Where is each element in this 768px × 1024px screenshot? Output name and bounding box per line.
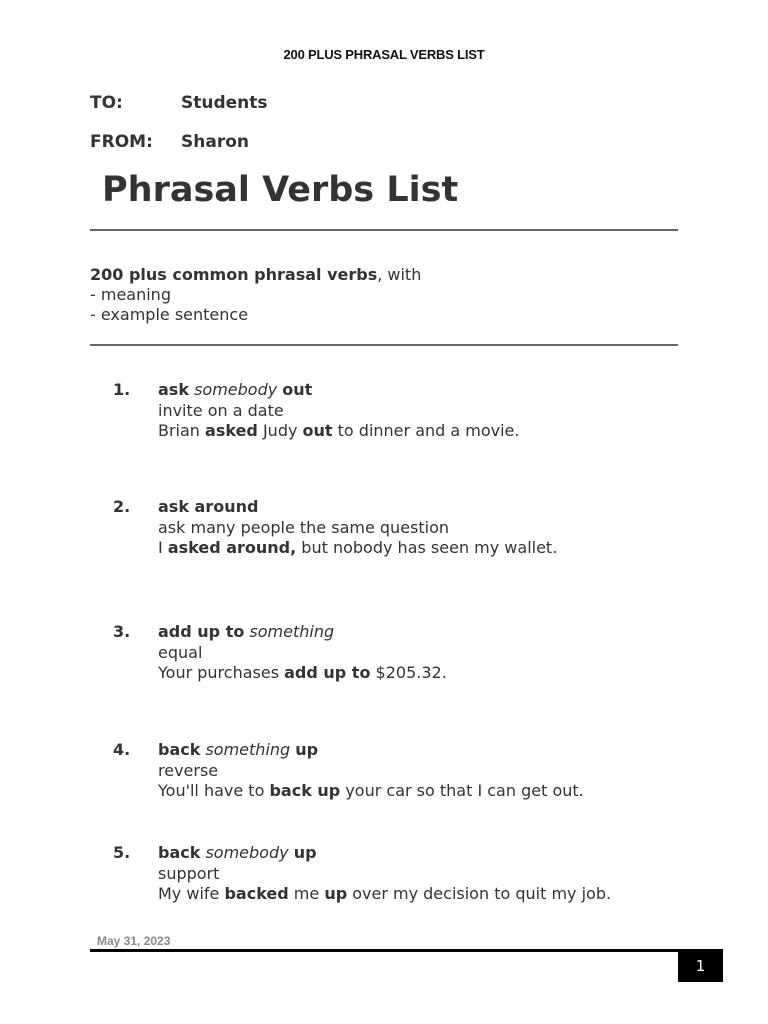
intro-bullet-example: - example sentence	[90, 305, 249, 324]
verb-meaning: invite on a date	[158, 400, 284, 420]
footer-rule	[90, 949, 723, 952]
example-run: but nobody has seen my wallet.	[296, 538, 558, 557]
phrasal-verb	[158, 497, 557, 518]
footer-date: May 31, 2023	[97, 934, 171, 948]
entry-number: 3.	[113, 622, 131, 641]
example-sentence	[158, 884, 611, 905]
memo-to-value: Students	[181, 93, 268, 113]
phrasal-verb	[158, 380, 519, 401]
running-header: 200 PLUS PHRASAL VERBS LIST	[283, 47, 485, 62]
intro-bold: 200 plus common phrasal verbs	[90, 265, 378, 284]
verb-run: something	[205, 740, 291, 759]
verb-run: up	[293, 843, 317, 862]
verb-run: up	[295, 740, 319, 759]
divider	[90, 229, 678, 231]
phrasal-verb	[158, 843, 611, 864]
verb-meaning: reverse	[158, 760, 219, 780]
example-run: You'll have to	[158, 781, 270, 800]
example-run: over my decision to quit my job.	[347, 884, 612, 903]
divider	[90, 344, 678, 346]
example-run: $205.32.	[370, 663, 447, 682]
verb-run: back	[158, 843, 201, 862]
example-run: Brian	[158, 421, 206, 440]
example-run: Your purchases	[158, 663, 285, 682]
memo-to-label: TO:	[90, 93, 123, 113]
memo-from-label: FROM:	[90, 132, 153, 152]
entry-number: 5.	[113, 843, 131, 862]
entry-number: 1.	[113, 380, 131, 399]
example-run: asked around,	[167, 538, 297, 557]
example-run: My wife	[158, 884, 225, 903]
memo-from-value: Sharon	[181, 132, 249, 152]
verb-meaning: ask many people the same question	[158, 517, 450, 537]
example-run: me	[288, 884, 325, 903]
example-run: Judy	[257, 421, 303, 440]
verb-run: ask	[158, 380, 189, 399]
verb-meaning: equal	[158, 642, 203, 662]
verb-run: ask around	[158, 497, 259, 516]
verb-run: something	[249, 622, 335, 641]
list-item	[158, 622, 447, 684]
phrasal-verb	[158, 740, 584, 761]
intro-bullet-meaning: - meaning	[90, 285, 171, 304]
verb-meaning: support	[158, 863, 220, 883]
intro-block	[90, 265, 421, 325]
example-run: to dinner and a movie.	[332, 421, 520, 440]
example-sentence	[158, 421, 519, 442]
verb-run: somebody	[194, 380, 278, 399]
example-run: add up to	[284, 663, 371, 682]
example-sentence	[158, 663, 447, 684]
example-run: I	[158, 538, 168, 557]
example-sentence	[158, 781, 584, 802]
intro-line	[90, 265, 421, 285]
list-item	[158, 740, 584, 802]
example-run: up	[324, 884, 348, 903]
entry-number: 2.	[113, 497, 131, 516]
verb-run: out	[282, 380, 313, 399]
page-number: 1	[678, 950, 723, 982]
verb-run: add up to	[158, 622, 245, 641]
example-run: asked	[205, 421, 258, 440]
phrasal-verb	[158, 622, 447, 643]
entry-number: 4.	[113, 740, 131, 759]
verb-run: somebody	[205, 843, 289, 862]
example-run: your car so that I can get out.	[340, 781, 584, 800]
page-title: Phrasal Verbs List	[102, 170, 459, 210]
list-item	[158, 843, 611, 905]
example-run: out	[302, 421, 333, 440]
intro-rest: , with	[377, 265, 422, 284]
verb-run: back	[158, 740, 201, 759]
list-item	[158, 497, 557, 559]
example-run: back up	[269, 781, 341, 800]
example-sentence	[158, 538, 557, 559]
example-run: backed	[224, 884, 289, 903]
list-item	[158, 380, 519, 442]
